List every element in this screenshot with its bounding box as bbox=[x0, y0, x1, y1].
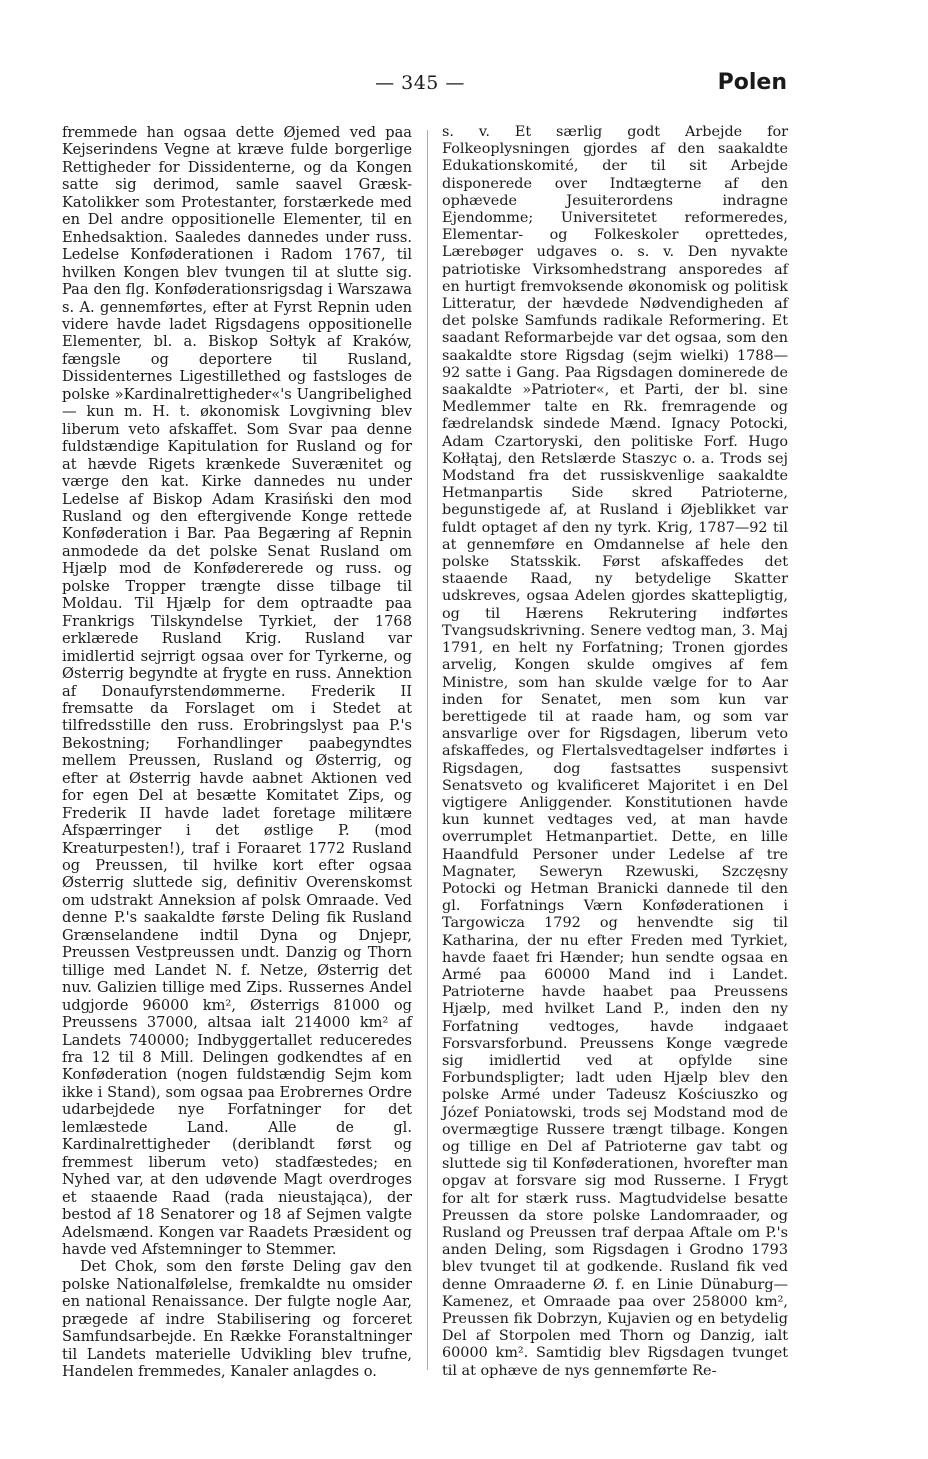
right-column bbox=[442, 124, 788, 1380]
page-number: — 345 — bbox=[375, 72, 465, 94]
left-column bbox=[62, 124, 412, 1381]
running-head: Polen bbox=[717, 70, 787, 95]
paragraph: s. v. Et særlig godt Arbejde for Folkeoplysningen gjordes af den saakaldte Edukationskomité, der til sit Arbejde disponerede over Indtægterne af den ophævede Jesuiterordens indragne Ejendomme; Universitetet reformeredes, Elementar- og Folkeskoler oprettedes, Lærebøger udgaves o. s. v. Den nyvakte patriotiske Virksomhedstrang ansporedes af en hurtigt fremvoksende økonomisk og politisk Litteratur, der hævdede Nødvendigheden af det polske Samfunds radikale Reformering. Et saadant Reformarbejde var det ogsaa, som den saakaldte store Rigsdag (sejm wielki) 1788—92 satte i Gang. Paa Rigsdagen dominerede de saakaldte »Patrioter«, et Parti, der bl. sine Medlemmer talte en Rk. fremragende og fædrelandsk sindede Mænd. Ignacy Potocki, Adam Czartoryski, den politiske Forf. Hugo Kołłątaj, den Retslærde Staszyc o. a. Trods sej Modstand fra det russiskvenlige saakaldte Hetmanpartis Side skred Patrioterne, begunstigede af, at Rusland i Øjeblikket var fuldt optaget af den ny tyrk. Krig, 1787—92 til at gennemføre en Omdannelse af hele den polske Statsskik. Først afskaffedes det staaende Raad, ny betydelige Skatter udskreves, ogsaa Adelen gjordes skattepligtig, og til Hærens Rekrutering indførtes Tvangsudskrivning. Senere vedtog man, 3. Maj 1791, en helt ny Forfatning; Tronen gjordes arvelig, Kongen skulde omgives af fem Ministre, som han skulde vælge for to Aar inden for Senatet, men som kun var berettigede til at raade ham, og som var ansvarlige over for Rigsdagen, liberum veto afskaffedes, og Flertalsvedtagelser indførtes i Rigsdagen, dog fastsattes suspensivt Senatsveto og kvalificeret Majoritet i en Del vigtigere Anliggender. Konstitutionen havde kun kunnet vedtages ved, at man havde overrumplet Hetmanpartiet. Dette, en lille Haandfuld Personer under Ledelse af tre Magnater, Seweryn Rzewuski, Szczęsny Potocki og Hetman Branicki dannede til den gl. Forfatnings Værn Konføderationen i Targowicza 1792 og henvendte sig til Katharina, der nu efter Freden med Tyrkiet, havde faaet fri Hænder; hun sendte ogsaa en Armé paa 60000 Mand ind i Landet. Patrioterne havde haabet paa Preussens Hjælp, med hvilket Land P., inden den ny Forfatning vedtoges, havde indgaaet Forsvarsforbund. Preussens Konge vægrede sig imidlertid ved at opfylde sine Forbundspligter; ladt uden Hjælp blev den polske Armé under Tadeusz Kościuszko og Józef Poniatowski, trods sej Modstand mod de overmægtige Russere trængt tilbage. Kongen og tillige en Del af Patrioterne gav tabt og sluttede sig til Konføderationen, hvorefter man opgav at forsvare sig mod Russerne. I Frygt for alt for stærk russ. Magtudvidelse besatte Preussen da store polske Landomraader, og Rusland og Preussen traf derpaa Aftale om P.'s anden Deling, som Rigsdagen i Grodno 1793 blev tvunget til at godkende. Rusland fik ved denne Omraaderne Ø. f. en Linie Dünaburg—Kamenez, et Omraade paa over 258000 km², Preussen fik Dobrzyn, Kujavien og en betydelig Del af Storpolen med Thorn og Danzig, ialt 60000 km². Samtidig blev Rigsdagen tvunget til at ophæve de nys gennemførte Re- bbox=[442, 124, 788, 1379]
paragraph: Det Chok, som den første Deling gav den polske Nationalfølelse, fremkaldte nu omsider en national Renaissance. Der fulgte nogle Aar, prægede af indre Stabilisering og forceret Samfundsarbejde. En Række Foranstaltninger til Landets materielle Udvikling blev trufne, Handelen fremmedes, Kanaler anlagdes o. bbox=[62, 1258, 412, 1381]
paragraph: fremmede han ogsaa dette Øjemed ved paa Kejserindens Vegne at kræve fulde borgerlige Rettigheder for Dissidenterne, og da Kongen satte sig derimod, samle saavel Græsk-Katolikker som Protestanter, forstærkede med en Del andre oppositionelle Elementer, til en Enhedsaktion. Saaledes dannedes under russ. Ledelse Konføderationen i Radom 1767, til hvilken Kongen blev tvungen til at slutte sig. Paa den flg. Konføderationsrigsdag i Warszawa s. A. gennemførtes, efter at Fyrst Repnin uden videre havde ladet Rigsdagens oppositionelle Elementer, bl. a. Biskop Sołtyk af Kraków, fængsle og deportere til Rusland, Dissidenternes Ligestillethed og fastsloges de polske »Kardinalrettigheder«'s Uangribelighed — kun m. H. t. økonomisk Lovgivning blev liberum veto afskaffet. Som Svar paa denne fuldstændige Kapitulation for Rusland og for at hævde Rigets krænkede Suverænitet og værge den kat. Kirke dannedes nu under Ledelse af Biskop Adam Krasiński den mod Rusland og den eftergivende Konge rettede Konføderation i Bar. Paa Begæring af Repnin anmodede da det polske Senat Rusland om Hjælp mod de Konfødererede og russ. og polske Tropper trængte disse tilbage til Moldau. Til Hjælp for dem optraadte paa Frankrigs Tilskyndelse Tyrkiet, der 1768 erklærede Rusland Krig. Rusland var imidlertid sejrrigt ogsaa over for Tyrkerne, og Østerrig begyndte at frygte en russ. Annektion af Donaufyrstendømmerne. Frederik II fremsatte da Forslaget om i Stedet at tilfredsstille den russ. Erobringslyst paa P.'s Bekostning; Forhandlinger paabegyndtes mellem Preussen, Rusland og Østerrig, og efter at Østerrig havde aabnet Aktionen ved for egen Del at besætte Komitatet Zips, og Frederik II havde ladet foretage militære Afspærringer i det østlige P. (mod Kreaturpesten!), traf i Foraaret 1772 Rusland og Preussen, til hvilke kort efter ogsaa Østerrig sluttede sig, definitiv Overenskomst om udstrakt Anneksion af polsk Omraade. Ved denne P.'s saakaldte første Deling fik Rusland Grænselandene indtil Dyna og Dnjepr, Preussen Vestpreussen undt. Danzig og Thorn tillige med Landet N. f. Netze, Østerrig det nuv. Galizien tillige med Zips. Russernes Andel udgjorde 96000 km², Østerrigs 81000 og Preussens 37000, altsaa ialt 214000 km² af Landets 740000; Indbyggertallet reduceredes fra 12 til 8 Mill. Delingen godkendtes af en Konføderation (nogen fuldstændig Sejm kom ikke i Stand), som ogsaa paa Erobrernes Ordre udarbejdede nye Forfatninger for det lemlæstede Land. Alle de gl. Kardinalrettigheder (deriblandt først og fremmest liberum veto) stadfæstedes; en Nyhed var, at den udøvende Magt overdroges et staaende Raad (rada nieustająca), der bestod af 18 Senatorer og 18 af Sejmen valgte Adelsmænd. Kongen var Raadets Præsident og havde ved Afstemninger to Stemmer. bbox=[62, 124, 412, 1258]
column-divider bbox=[427, 130, 428, 1370]
